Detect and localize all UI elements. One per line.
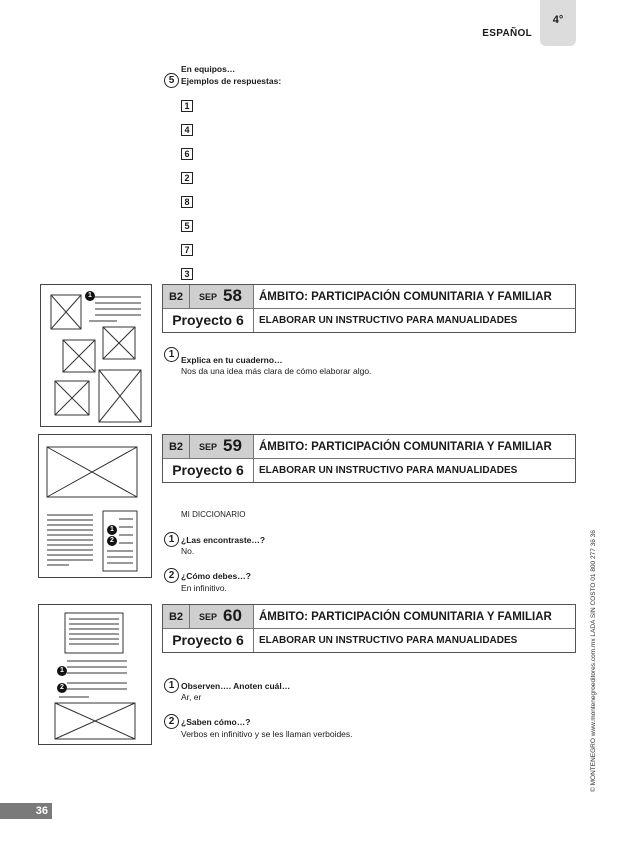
- project-label: Proyecto 6: [163, 309, 254, 332]
- order-number-box: 4: [181, 124, 193, 136]
- sep-label: SEP: [199, 292, 218, 302]
- order-number-box: 6: [181, 148, 193, 160]
- sep-page-number: 60: [223, 606, 242, 625]
- question-number-badge: 1: [164, 532, 179, 547]
- block-badge: B2: [163, 435, 190, 459]
- ambito-title: ÁMBITO: PARTICIPACIÓN COMUNITARIA Y FAMILIAR: [254, 435, 575, 459]
- thumbnail-marker: 1: [57, 666, 67, 676]
- thumbnail-marker: 2: [57, 683, 67, 693]
- exercise-number-badge: 5: [164, 73, 179, 88]
- grade-tab: 4°: [540, 0, 576, 46]
- sep-page-number: 59: [223, 436, 242, 455]
- project-description: ELABORAR UN INSTRUCTIVO PARA MANUALIDADES: [259, 635, 518, 646]
- question-text: Explica en tu cuaderno…: [181, 355, 283, 365]
- answer-text: No.: [181, 546, 195, 556]
- block-badge: B2: [163, 605, 190, 629]
- answer-text: Verbos en infinitivo y se les llaman verboides.: [181, 729, 353, 739]
- page-thumbnail-59: [38, 434, 152, 578]
- sep-page: [190, 435, 254, 459]
- page-number: 36: [0, 803, 52, 819]
- project-label: Proyecto 6: [163, 629, 254, 652]
- intro-line-2: Ejemplos de respuestas:: [181, 76, 282, 86]
- question-text: Observen…. Anoten cuál…: [181, 681, 291, 691]
- question-text: ¿Cómo debes…?: [181, 571, 251, 581]
- order-number-box: 8: [181, 196, 193, 208]
- sep-page: [190, 285, 254, 309]
- order-number-box: 5: [181, 220, 193, 232]
- section-header-59: [162, 434, 576, 483]
- answer-text: Nos da una idea más clara de cómo elaborar algo.: [181, 366, 372, 376]
- thumbnail-marker: 2: [107, 536, 117, 546]
- publisher-credit: © MONTENEGRO www.montenegroeditores.com.mx LADA SIN COSTO 01 800 277 36 36: [590, 530, 597, 792]
- section-header-60: [162, 604, 576, 653]
- intro-text: [181, 63, 281, 87]
- thumbnail-illustration-icon: [41, 285, 151, 426]
- intro-line-1: En equipos…: [181, 64, 236, 74]
- thumbnail-illustration-icon: [39, 435, 151, 577]
- order-number-box: 7: [181, 244, 193, 256]
- page-thumbnail-58: [40, 284, 152, 427]
- question-text: ¿Las encontraste…?: [181, 535, 266, 545]
- order-number-box: 1: [181, 100, 193, 112]
- thumbnail-marker: 1: [85, 291, 95, 301]
- thumbnail-illustration-icon: [39, 605, 151, 744]
- project-label: Proyecto 6: [163, 459, 254, 482]
- section-header-58: [162, 284, 576, 333]
- subheading: MI DICCIONARIO: [181, 510, 246, 519]
- project-description: ELABORAR UN INSTRUCTIVO PARA MANUALIDADES: [259, 465, 518, 476]
- project-description: ELABORAR UN INSTRUCTIVO PARA MANUALIDADES: [259, 315, 518, 326]
- order-number-box: 3: [181, 268, 193, 280]
- answer-text: En infinitivo.: [181, 583, 227, 593]
- question-number-badge: 1: [164, 347, 179, 362]
- sep-page: [190, 605, 254, 629]
- answer-text: Ar, er: [181, 692, 202, 702]
- subject-label: ESPAÑOL: [482, 28, 532, 39]
- sep-page-number: 58: [223, 286, 242, 305]
- block-badge: B2: [163, 285, 190, 309]
- ambito-title: ÁMBITO: PARTICIPACIÓN COMUNITARIA Y FAMILIAR: [254, 605, 575, 629]
- question-number-badge: 2: [164, 568, 179, 583]
- question-number-badge: 2: [164, 714, 179, 729]
- question-number-badge: 1: [164, 678, 179, 693]
- sep-label: SEP: [199, 612, 218, 622]
- ambito-title: ÁMBITO: PARTICIPACIÓN COMUNITARIA Y FAMILIAR: [254, 285, 575, 309]
- order-number-box: 2: [181, 172, 193, 184]
- question-text: ¿Saben cómo…?: [181, 717, 251, 727]
- thumbnail-marker: 1: [107, 525, 117, 535]
- sep-label: SEP: [199, 442, 218, 452]
- page-thumbnail-60: [38, 604, 152, 745]
